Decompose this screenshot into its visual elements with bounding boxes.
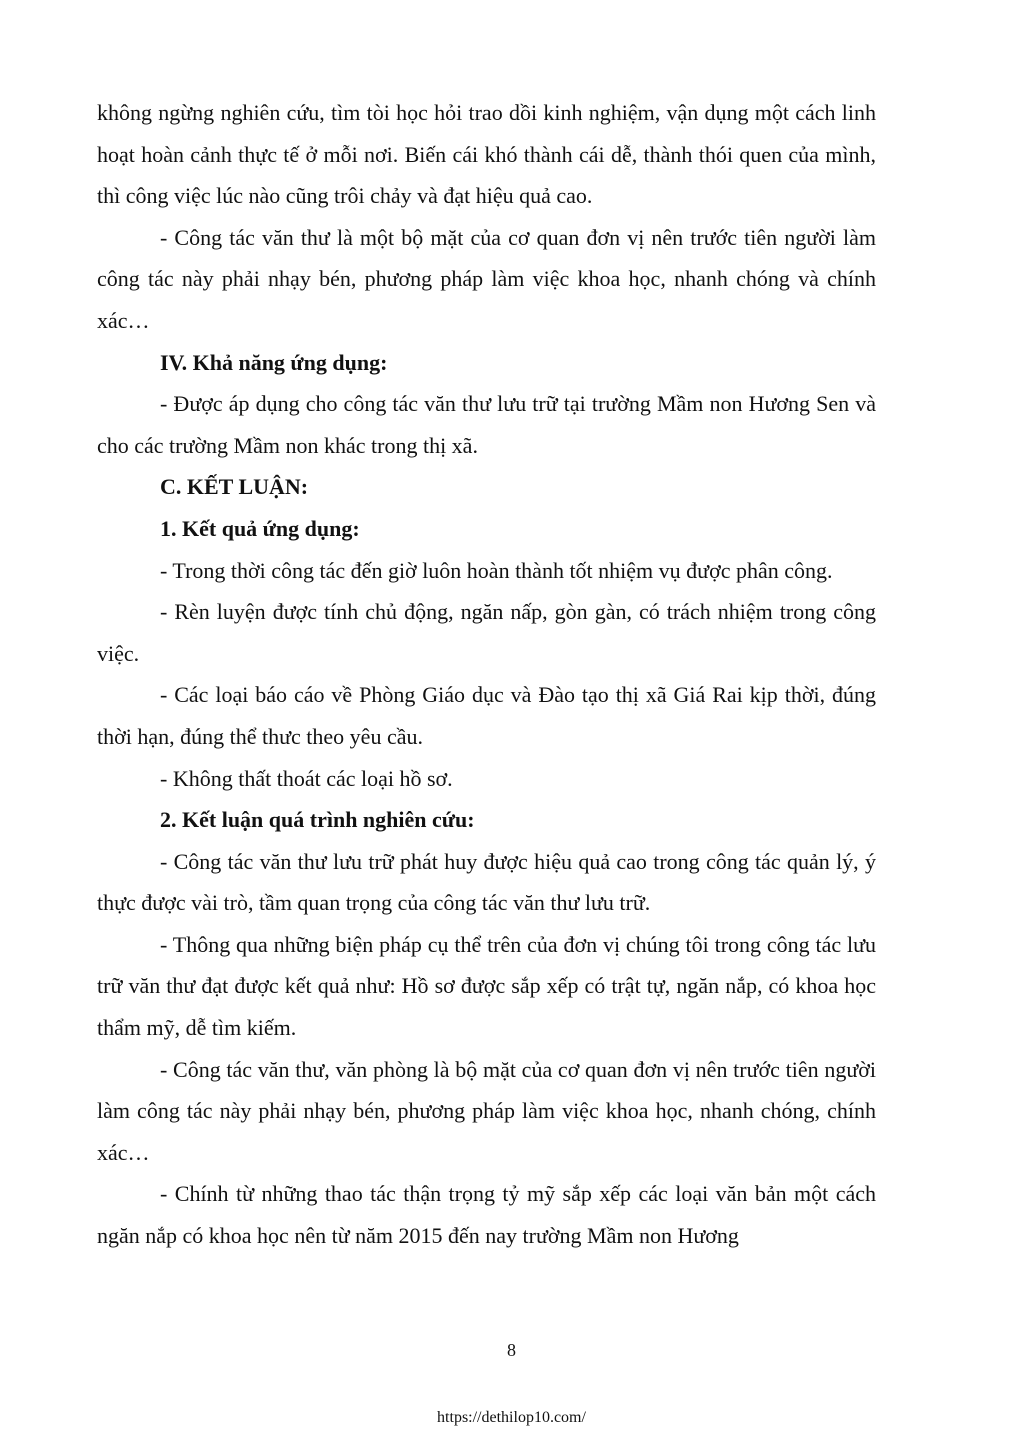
body-text (97, 92, 876, 1257)
page-number: 8 (507, 1340, 516, 1360)
subsection-heading: 1. Kết quả ứng dụng: (160, 515, 360, 541)
paragraph: không ngừng nghiên cứu, tìm tòi học hỏi trao dồi kinh nghiệm, vận dụng một cách linh hoạt hoàn cảnh thực tế ở mỗi nơi. Biến cái khó thành cái dễ, thành thói quen của mình, thì công việc lúc nào cũng trôi chảy và đạt hiệu quả cao. (97, 100, 876, 209)
section-heading: IV. Khả năng ứng dụng: (160, 349, 388, 375)
paragraph: - Được áp dụng cho công tác văn thư lưu trữ tại trường Mầm non Hương Sen và cho các trường Mầm non khác trong thị xã. (97, 391, 876, 458)
paragraph: - Thông qua những biện pháp cụ thể trên của đơn vị chúng tôi trong công tác lưu trữ văn thư đạt được kết quả như: Hồ sơ được sắp xếp có trật tự, ngăn nắp, có khoa học thẩm mỹ, dễ tìm kiếm. (97, 931, 876, 1041)
footer-url: https://dethilop10.com/ (437, 1409, 586, 1426)
paragraph: - Công tác văn thư lưu trữ phát huy được hiệu quả cao trong công tác quản lý, ý thực được vài trò, tầm quan trọng của công tác văn thư lưu trữ. (97, 848, 876, 916)
paragraph: - Không thất thoát các loại hồ sơ. (160, 765, 453, 791)
section-heading: C. KẾT LUẬN: (160, 474, 309, 500)
paragraph: - Công tác văn thư là một bộ mặt của cơ quan đơn vị nên trước tiên người làm công tác này phải nhạy bén, phương pháp làm việc khoa học, nhanh chóng và chính xác… (97, 224, 876, 333)
paragraph: - Công tác văn thư, văn phòng là bộ mặt của cơ quan đơn vị nên trước tiên người làm công tác này phải nhạy bén, phương pháp làm việc khoa học, nhanh chóng, chính xác… (97, 1056, 876, 1165)
subsection-heading: 2. Kết luận quá trình nghiên cứu: (160, 807, 475, 833)
paragraph: - Các loại báo cáo về Phòng Giáo dục và Đào tạo thị xã Giá Rai kịp thời, đúng thời hạn, đúng thể thưc theo yêu cầu. (97, 682, 876, 749)
paragraph: - Chính từ những thao tác thận trọng tỷ mỹ sắp xếp các loại văn bản một cách ngăn nắp có khoa học nên từ năm 2015 đến nay trường Mầm non Hương (97, 1181, 876, 1249)
paragraph: - Trong thời công tác đến giờ luôn hoàn thành tốt nhiệm vụ được phân công. (160, 557, 833, 583)
paragraph: - Rèn luyện được tính chủ động, ngăn nấp, gòn gàn, có trách nhiệm trong công việc. (97, 599, 876, 666)
